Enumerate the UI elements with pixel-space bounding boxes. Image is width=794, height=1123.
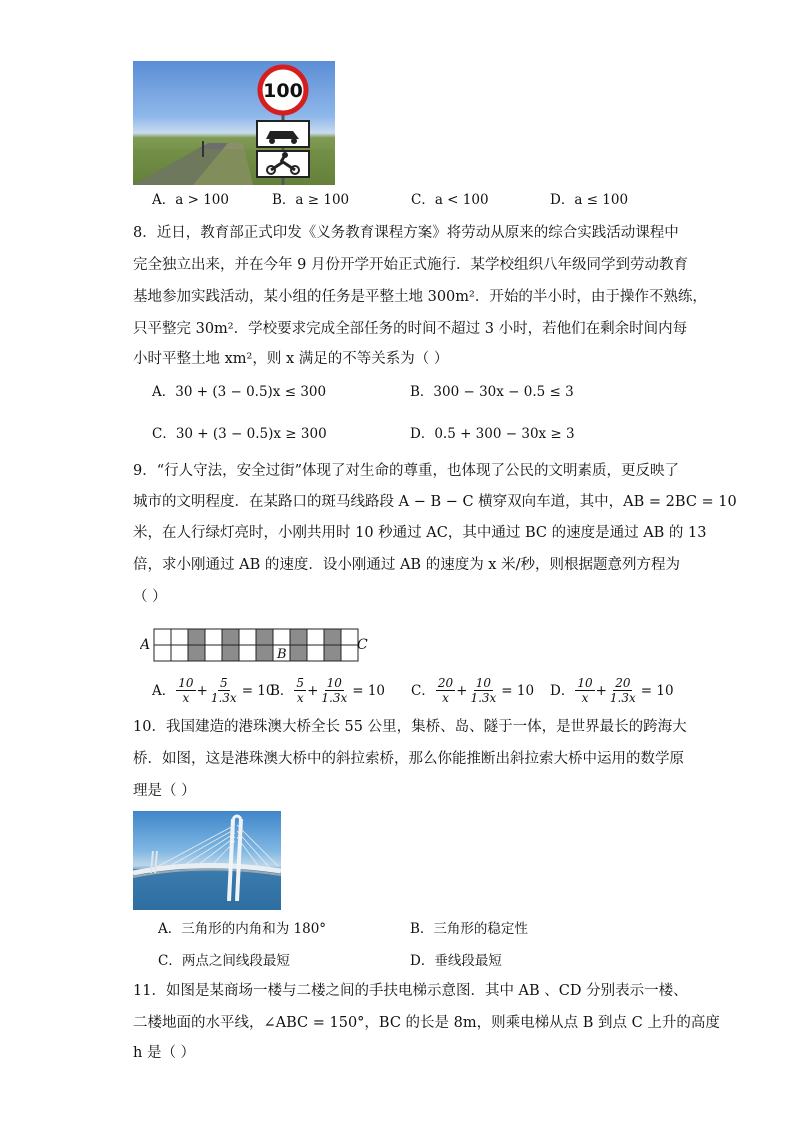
q8-option-d: D．0.5 + 300 − 30x ≥ 3 bbox=[410, 426, 575, 442]
rhs: = 10 bbox=[501, 682, 535, 699]
q9-line-1: 9．“行人守法，安全过街”体现了对生命的尊重，也体现了公民的文明素质，更反映了 bbox=[133, 463, 680, 479]
denominator: x bbox=[296, 691, 304, 705]
road-scene-illustration bbox=[133, 61, 335, 185]
crosswalk-cell bbox=[290, 645, 307, 661]
q8-line-5: 小时平整土地 xm²，则 x 满足的不等关系为（ ） bbox=[133, 351, 449, 367]
q8-option-a: A．30 + (3 − 0.5)x ≤ 300 bbox=[152, 384, 327, 400]
fraction bbox=[319, 676, 349, 705]
q9-option-a: A． $\frac{10}{x}$ + $\frac{5}{1.3x}$ = 10 bbox=[152, 676, 275, 705]
denominator: 1.3x bbox=[470, 691, 497, 705]
q11-line-2: 二楼地面的水平线，∠ABC = 150°，BC 的长是 8m，则乘电梯从点 B 到点 C 上升的高度 bbox=[133, 1015, 720, 1031]
crosswalk-cell bbox=[188, 645, 205, 661]
option-label: D． bbox=[550, 682, 575, 699]
q10-line-3: 理是（ ） bbox=[133, 783, 196, 799]
q10-option-d: D．垂线段最短 bbox=[410, 953, 502, 969]
q7-option-c: C．a < 100 bbox=[411, 192, 489, 208]
crosswalk-cell bbox=[273, 629, 290, 645]
numerator: 10 bbox=[577, 676, 593, 690]
option-label: B． bbox=[270, 682, 294, 699]
q7-option-a: A．a > 100 bbox=[152, 192, 229, 208]
denominator: x bbox=[581, 691, 589, 705]
crosswalk-cell bbox=[324, 629, 341, 645]
rhs: = 10 bbox=[640, 682, 674, 699]
fraction bbox=[294, 676, 306, 705]
q10-option-b: B．三角形的稳定性 bbox=[410, 921, 528, 937]
crosswalk-label-b: B bbox=[277, 647, 287, 662]
q10-line-1: 10．我国建造的港珠澳大桥全长 55 公里，集桥、岛、隧于一体，是世界最长的跨海大 bbox=[133, 719, 687, 735]
q7-option-b: B．a ≥ 100 bbox=[272, 192, 350, 208]
q8-option-c: C．30 + (3 − 0.5)x ≥ 300 bbox=[152, 426, 327, 442]
denominator: 1.3x bbox=[210, 691, 237, 705]
option-label: C． bbox=[411, 682, 435, 699]
q8-line-4: 只平整完 30m²．学校要求完成全部任务的时间不超过 3 小时，若他们在剩余时间内每 bbox=[133, 321, 688, 337]
q10-option-c: C．两点之间线段最短 bbox=[158, 953, 290, 969]
fraction bbox=[575, 676, 594, 705]
speed-limit-number: 100 bbox=[263, 80, 303, 102]
denominator: 1.3x bbox=[609, 691, 636, 705]
option-label: A． bbox=[152, 682, 176, 699]
numerator: 10 bbox=[326, 676, 342, 690]
fraction bbox=[209, 676, 239, 705]
crosswalk-cell bbox=[239, 629, 256, 645]
q11-line-3: h 是（ ） bbox=[133, 1045, 196, 1061]
denominator: x bbox=[442, 691, 449, 705]
crosswalk-cell bbox=[307, 629, 324, 645]
q9-option-b: B． $\frac{5}{x}$ + $\frac{10}{1.3x}$ = 10 bbox=[270, 676, 386, 705]
q9-line-2: 城市的文明程度．在某路口的斑马线路段 A − B − C 横穿双向车道，其中，AB = 2BC = 10 bbox=[133, 494, 737, 510]
bridge-photo bbox=[133, 811, 281, 910]
crosswalk-label-a: A bbox=[140, 637, 151, 653]
crosswalk-cell bbox=[324, 645, 341, 661]
numerator: 20 bbox=[437, 676, 454, 690]
crosswalk-cell bbox=[154, 629, 171, 645]
crosswalk-cell bbox=[290, 629, 307, 645]
q9-line-4: 倍，求小刚通过 AB 的速度．设小刚通过 AB 的速度为 x 米/秒，则根据题意列方程为 bbox=[133, 557, 680, 573]
numerator: 20 bbox=[615, 676, 631, 690]
crosswalk-cell bbox=[256, 645, 273, 661]
crosswalk-cell bbox=[154, 645, 171, 661]
crosswalk-cell bbox=[239, 645, 256, 661]
q9-line-3: 米，在人行绿灯亮时，小刚共用时 10 秒通过 AC，其中通过 BC 的速度是通过 AB 的 13 bbox=[133, 525, 707, 541]
crosswalk-cell bbox=[171, 629, 188, 645]
crosswalk-cell bbox=[307, 645, 324, 661]
q8-line-3: 基地参加实践活动，某小组的任务是平整土地 300m²．开始的半小时，由于操作不熟练， bbox=[133, 289, 707, 305]
fraction bbox=[436, 676, 455, 705]
crosswalk-cell bbox=[188, 629, 205, 645]
crosswalk-cell bbox=[205, 629, 222, 645]
crosswalk-cell bbox=[341, 645, 358, 661]
numerator: 5 bbox=[219, 676, 228, 690]
numerator: 10 bbox=[178, 676, 194, 690]
rhs: = 10 bbox=[352, 682, 386, 699]
crosswalk-cell bbox=[205, 645, 222, 661]
q8-option-b: B．300 − 30x − 0.5 ≤ 3 bbox=[410, 384, 574, 400]
crosswalk-grid bbox=[140, 627, 380, 663]
speed-limit-photo bbox=[133, 61, 335, 185]
crosswalk-cell bbox=[171, 645, 188, 661]
denominator: x bbox=[182, 691, 190, 705]
q10-line-2: 桥．如图，这是港珠澳大桥中的斜拉索桥，那么你能推断出斜拉索大桥中运用的数学原 bbox=[133, 751, 684, 767]
crosswalk-label-c: C bbox=[357, 637, 368, 653]
numerator: 10 bbox=[475, 676, 491, 690]
crosswalk-cell bbox=[341, 629, 358, 645]
denominator: 1.3x bbox=[321, 691, 348, 705]
numerator: 5 bbox=[296, 676, 305, 690]
crosswalk-cell bbox=[256, 629, 273, 645]
crosswalk-diagram bbox=[140, 627, 380, 667]
q9-line-5: （ ） bbox=[133, 589, 167, 605]
q8-line-1: 8．近日，教育部正式印发《义务教育课程方案》将劳动从原来的综合实践活动课程中 bbox=[133, 225, 679, 241]
q11-line-1: 11．如图是某商场一楼与二楼之间的手扶电梯示意图．其中 AB 、CD 分别表示一楼、 bbox=[133, 983, 688, 999]
crosswalk-cell bbox=[222, 629, 239, 645]
fraction bbox=[608, 676, 638, 705]
fraction bbox=[468, 676, 498, 705]
q8-line-2: 完全独立出来，并在今年 9 月份开学开始正式施行．某学校组织八年级同学到劳动教育 bbox=[133, 257, 688, 273]
rhs: = 10 bbox=[241, 682, 275, 699]
q10-option-a: A．三角形的内角和为 180° bbox=[158, 921, 327, 937]
q9-option-c: C． $\frac{20}{x}$ + $\frac{10}{1.3x}$ = 10 bbox=[411, 676, 535, 705]
q7-option-d: D．a ≤ 100 bbox=[550, 192, 629, 208]
crosswalk-cell bbox=[222, 645, 239, 661]
q9-option-d: D． $\frac{10}{x}$ + $\frac{20}{1.3x}$ = 10 bbox=[550, 676, 674, 705]
cable-stayed-bridge-illustration bbox=[133, 811, 281, 910]
fraction bbox=[176, 676, 195, 705]
